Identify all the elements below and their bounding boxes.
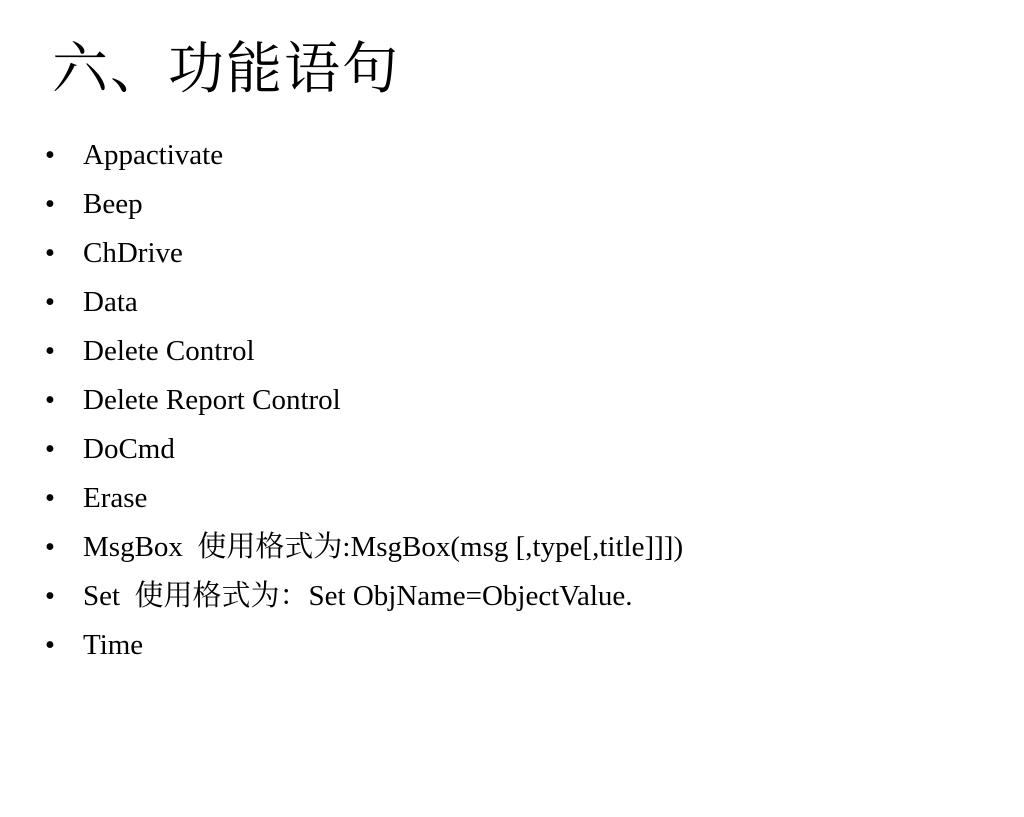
list-item-text: Data <box>83 286 138 318</box>
list-item <box>0 621 1024 670</box>
bullet-icon: • <box>44 335 56 367</box>
list-item-text: Set 使用格式为：Set ObjName=ObjectValue. <box>83 580 633 612</box>
list-item-text: Erase <box>83 482 148 514</box>
list-item <box>0 425 1024 474</box>
list-item <box>0 474 1024 523</box>
bullet-icon: • <box>44 433 56 465</box>
list-item-text: Time <box>83 629 144 661</box>
list-item-text: DoCmd <box>83 433 175 465</box>
bullet-icon: • <box>44 482 56 514</box>
list-item <box>0 572 1024 621</box>
list-item <box>0 278 1024 327</box>
list-item <box>0 131 1024 180</box>
list-item <box>0 523 1024 572</box>
bullet-icon: • <box>44 188 56 220</box>
slide-title: 六、功能语句 <box>52 39 400 101</box>
bullet-list <box>0 131 1024 670</box>
list-item-text: MsgBox 使用格式为:MsgBox(msg [,type[,title]]]) <box>83 531 684 563</box>
list-item <box>0 376 1024 425</box>
bullet-icon: • <box>44 139 56 171</box>
bullet-icon: • <box>44 237 56 269</box>
bullet-icon: • <box>44 286 56 318</box>
list-item-text: Delete Report Control <box>83 384 341 416</box>
bullet-icon: • <box>44 580 56 612</box>
list-item-text: Beep <box>83 188 143 220</box>
bullet-icon: • <box>44 384 56 416</box>
bullet-icon: • <box>44 629 56 661</box>
list-item <box>0 180 1024 229</box>
bullet-icon: • <box>44 531 56 563</box>
list-item-text: ChDrive <box>83 237 183 269</box>
list-item <box>0 327 1024 376</box>
list-item <box>0 229 1024 278</box>
list-item-text: Appactivate <box>83 139 224 171</box>
list-item-text: Delete Control <box>83 335 255 367</box>
